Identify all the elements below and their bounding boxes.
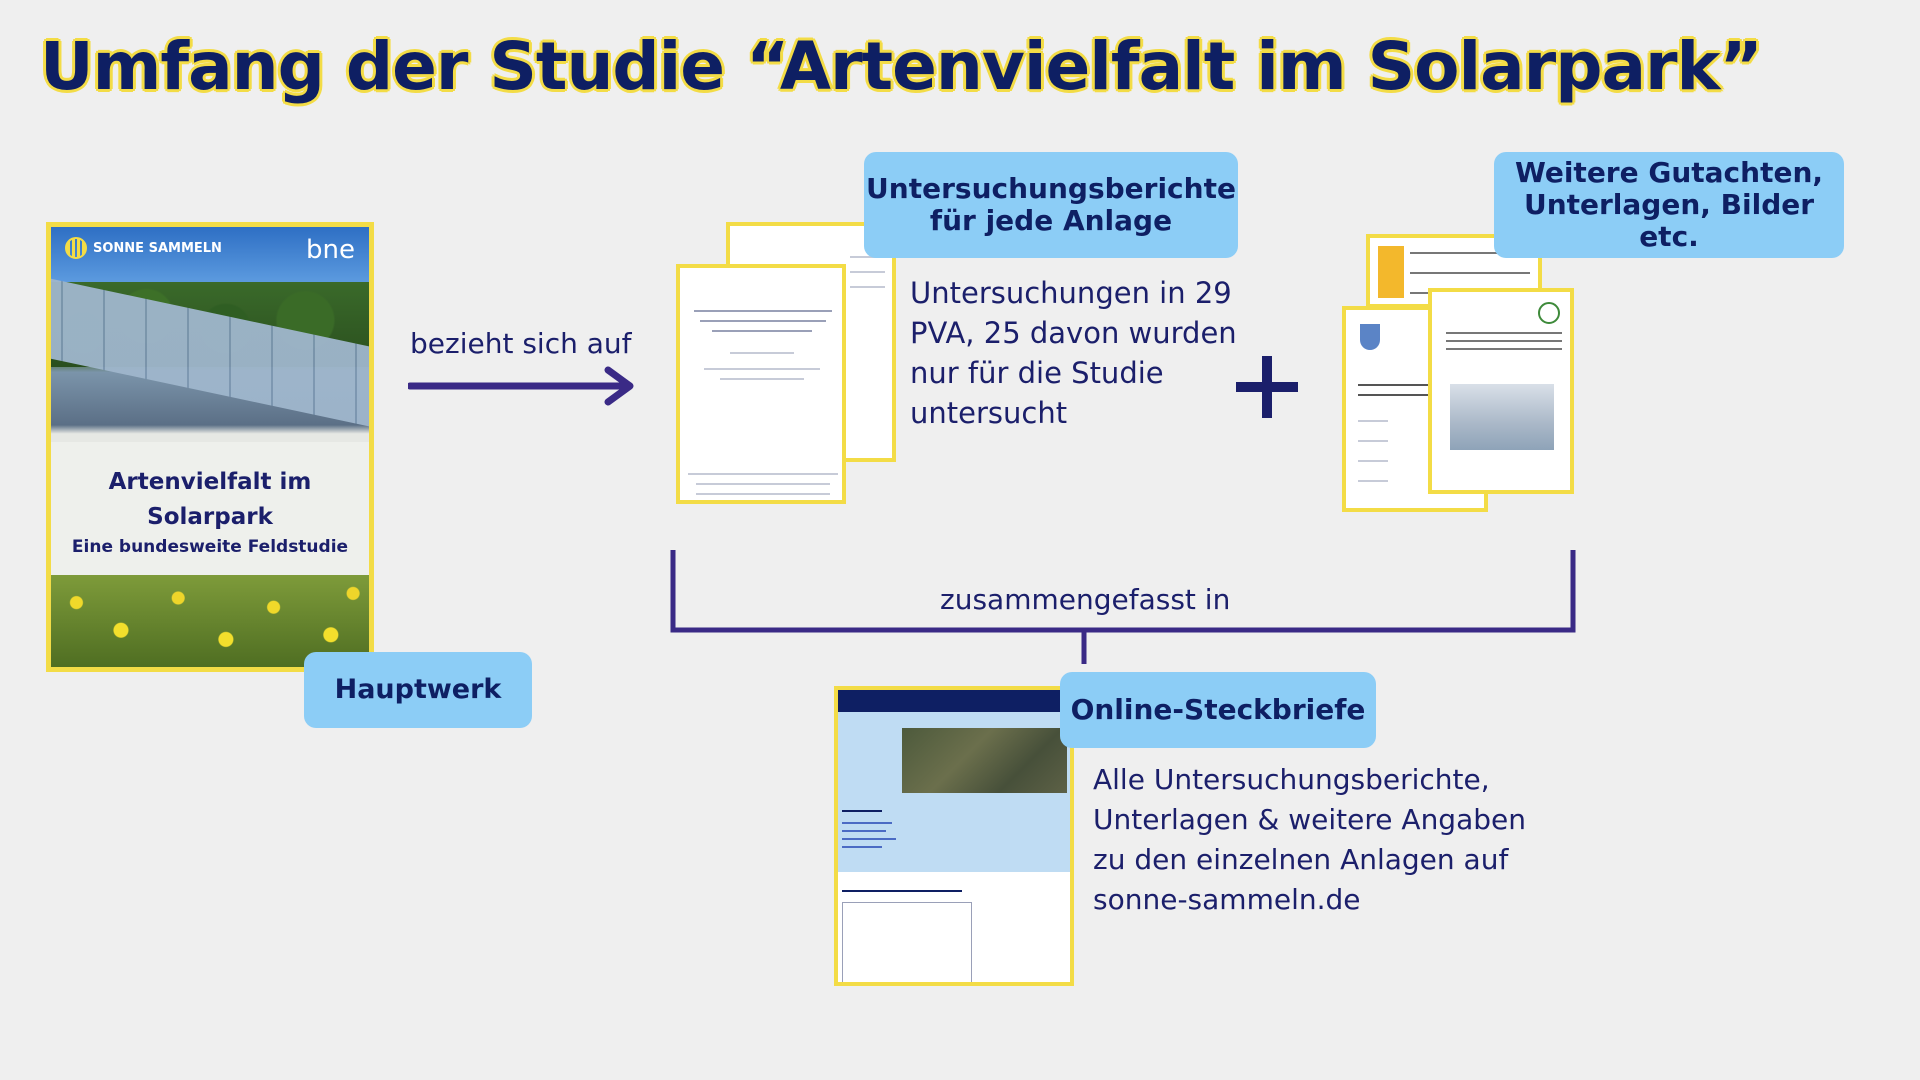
label-online-steckbriefe: Online-Steckbriefe bbox=[1060, 672, 1376, 748]
plus-icon bbox=[1232, 352, 1302, 422]
sun-icon bbox=[65, 237, 87, 259]
bne-logo: bne bbox=[306, 235, 355, 265]
cover-title: Artenvielfalt im Solarpark bbox=[108, 469, 312, 530]
connector-bezieht-text: bezieht sich auf bbox=[410, 327, 632, 360]
label-hauptwerk: Hauptwerk bbox=[304, 652, 532, 728]
online-text: Alle Untersuchungsberichte, Unterlagen & weitere Angaben zu den einzelnen Anlagen auf sonne-sammeln.de bbox=[1093, 763, 1526, 916]
page-title: Umfang der Studie “Artenvielfalt im Solarpark” bbox=[40, 28, 1762, 105]
report-document-front bbox=[676, 264, 846, 504]
label-untersuchungsberichte: Untersuchungsberichte für jede Anlage bbox=[864, 152, 1238, 258]
steckbrief-screenshot bbox=[834, 686, 1074, 986]
study-cover-image bbox=[46, 222, 374, 672]
sonne-sammeln-logo: SONNE SAMMELN bbox=[65, 237, 222, 259]
expert-report-document bbox=[1428, 288, 1574, 494]
untersuchungen-text: Untersuchungen in 29 PVA, 25 davon wurden nur für die Studie untersucht bbox=[910, 276, 1237, 430]
arrow-right-icon bbox=[408, 366, 640, 406]
connector-zusammengefasst-text: zusammengefasst in bbox=[940, 583, 1231, 616]
cover-subtitle: Eine bundesweite Feldstudie bbox=[71, 537, 349, 557]
label-weitere-gutachten: Weitere Gutachten, Unterlagen, Bilder etc. bbox=[1494, 152, 1844, 258]
